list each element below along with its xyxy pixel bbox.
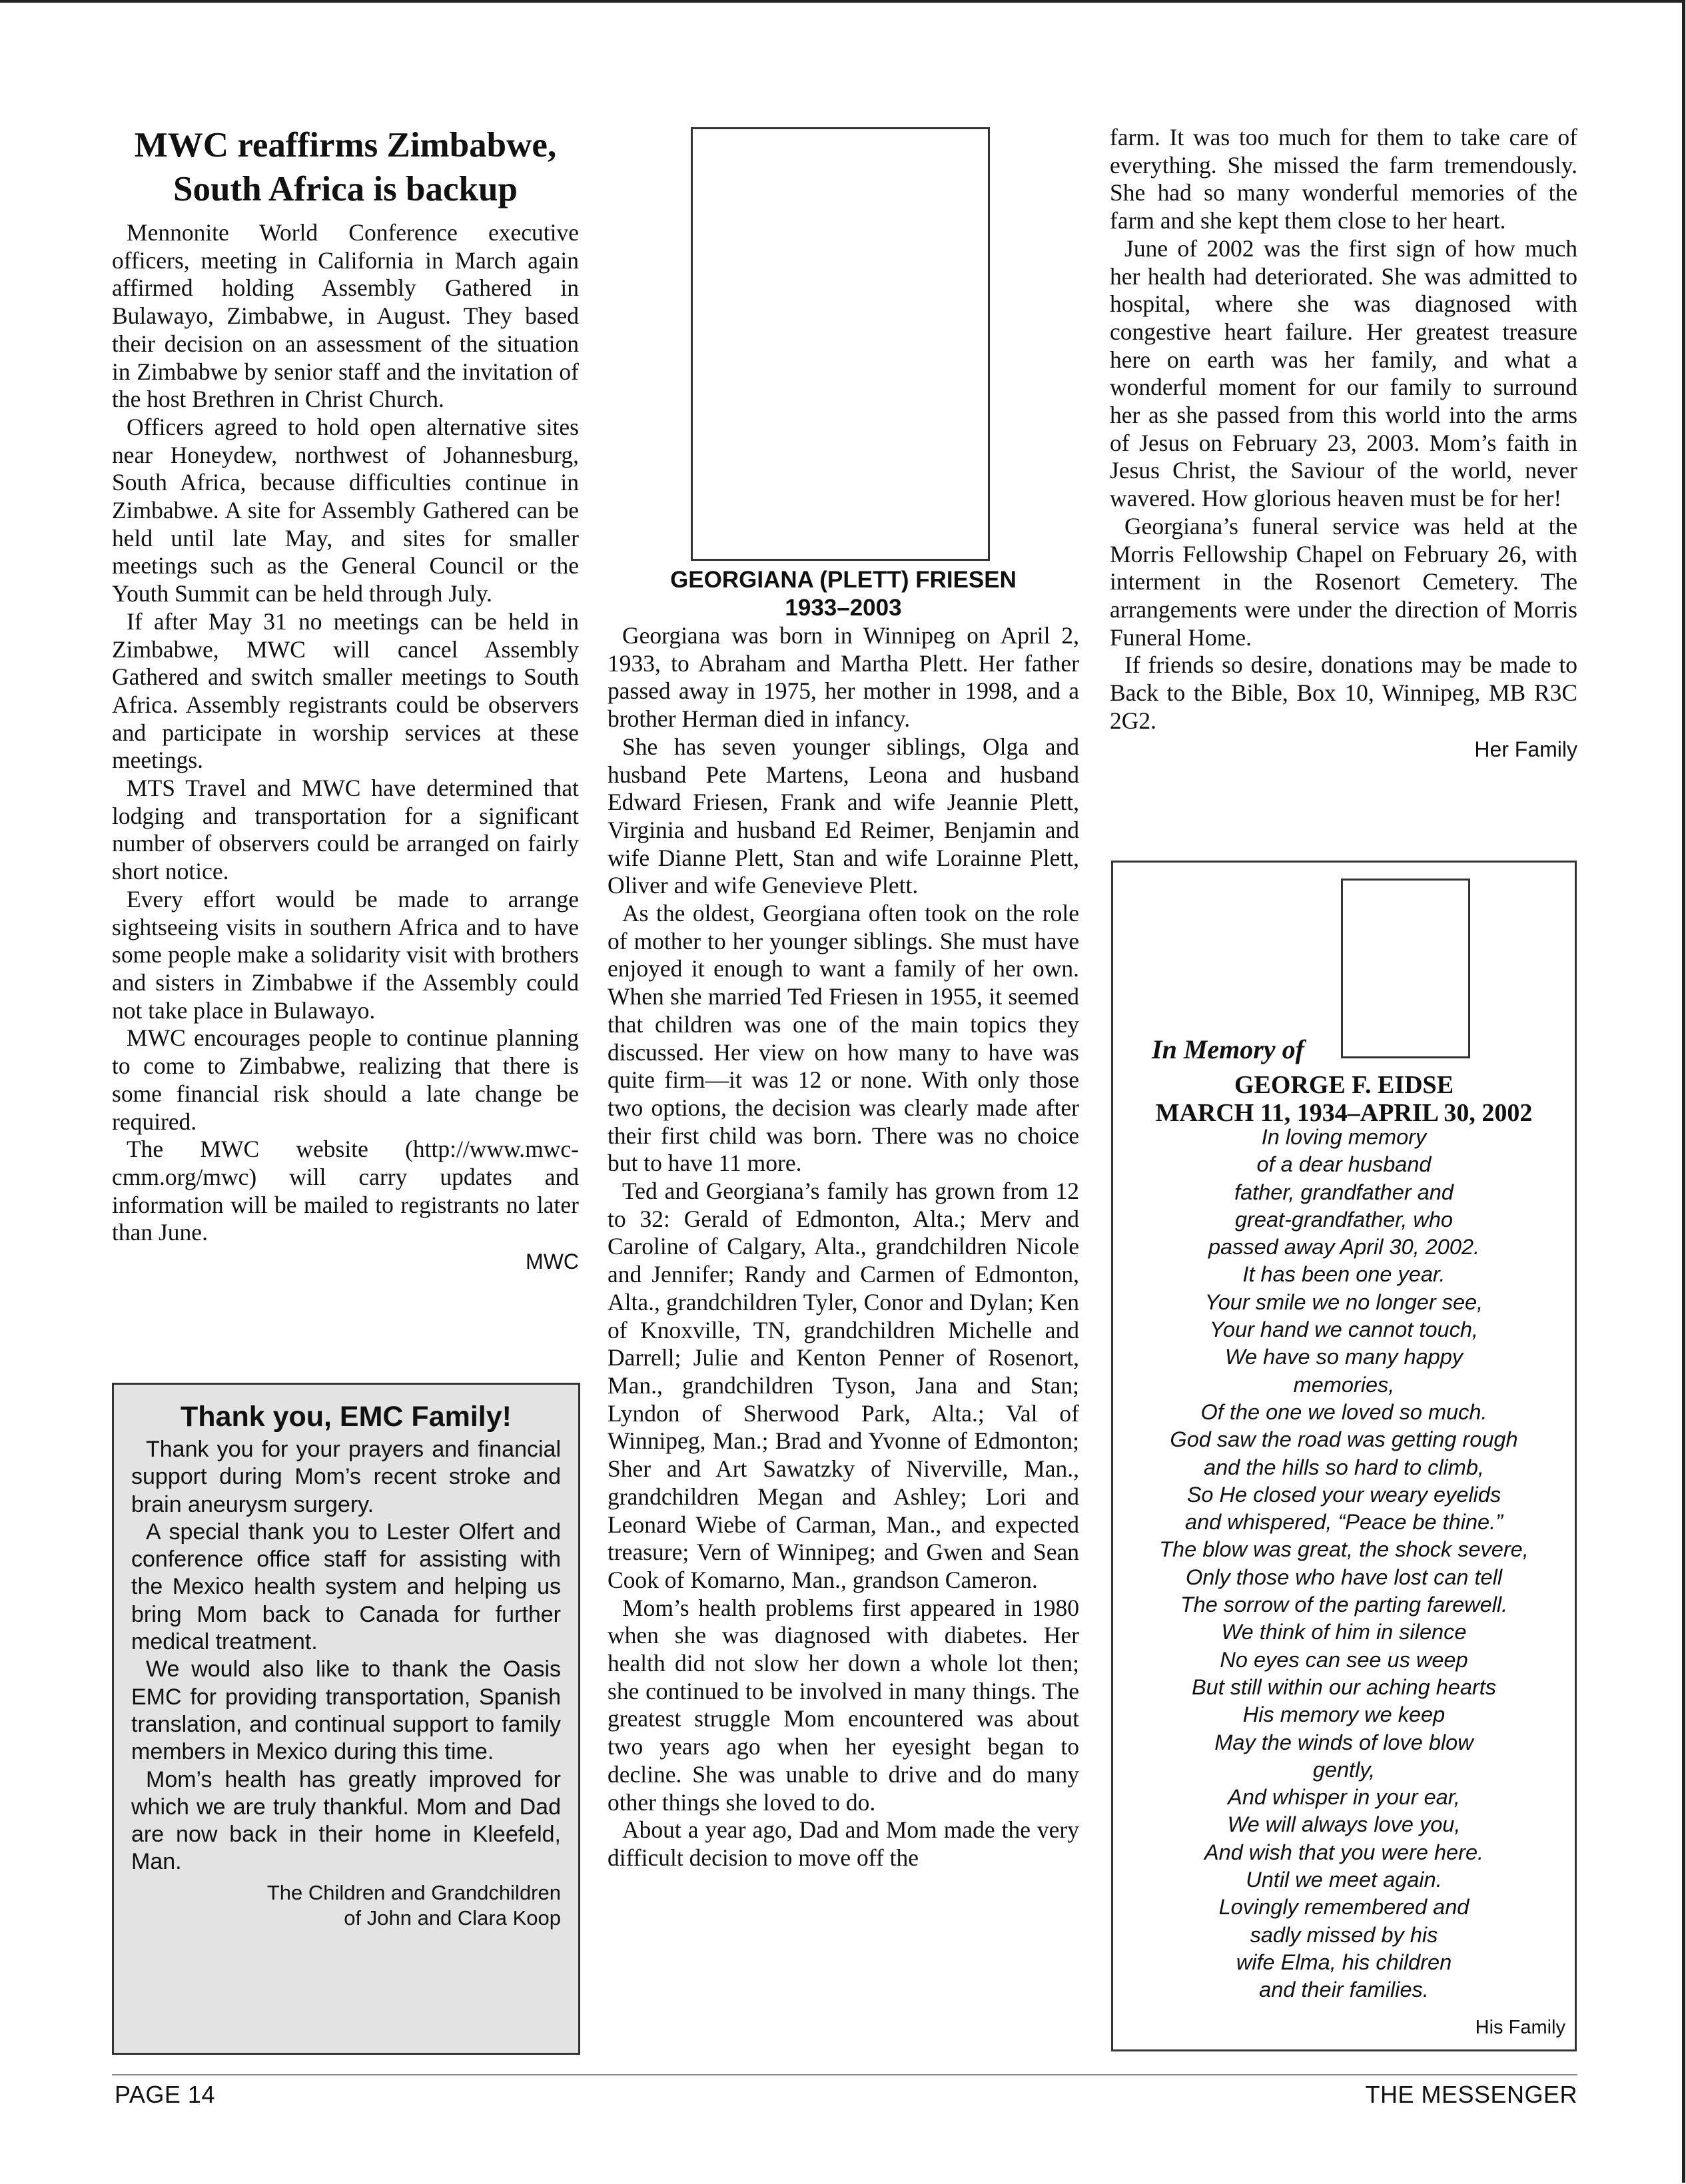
headline-line-2: South Africa is backup	[173, 170, 518, 208]
poem-line: of a dear husband	[1256, 1152, 1432, 1177]
poem-line: No eyes can see us weep	[1220, 1647, 1468, 1672]
poem-line: We will always love you,	[1227, 1812, 1461, 1837]
paragraph: The MWC website (http://www.mwc-cmm.org/mwc) will carry updates and information will be mailed to registrants no later than June.	[112, 1136, 579, 1246]
paragraph: Mennonite World Conference executive officers, meeting in California in March again affirmed holding Assembly Gathered in Bulawayo, Zimbabwe, in August. They based their decision on an assessment of the situation in Zimbabwe by senior staff and the invitation of the host Brethren in Christ Church.	[112, 219, 579, 413]
paragraph: We would also like to thank the Oasis EMC for providing transportation, Spanish translation, and continual support to family members in Mexico during this time.	[131, 1656, 561, 1765]
obituary-years: 1933–2003	[785, 595, 902, 621]
poem-line: and whispered, “Peace be thine.”	[1185, 1510, 1503, 1535]
poem-line: memories,	[1293, 1372, 1395, 1397]
poem-line: We think of him in silence	[1221, 1620, 1467, 1644]
paragraph: June of 2002 was the first sign of how much her health had deteriorated. She was admitted to hospital, where she was diagnosed with congestive heart failure. Her greatest treasure here on earth was her family, and what a wonderful moment for our family to surround her as she passed from this world into the arms of Jesus on February 23, 2003. Mom’s faith in Jesus Christ, the Saviour of the world, never wavered. How glorious heaven must be for her!	[1110, 234, 1577, 512]
poem-line: great-grandfather, who	[1234, 1207, 1453, 1232]
paragraph: Thank you for your prayers and financial support during Mom’s recent stroke and brain aneurysm surgery.	[131, 1437, 561, 1517]
thank-you-signature	[131, 1880, 561, 1931]
paragraph: As the oldest, Georgiana often took on the role of mother to her younger siblings. She must have enjoyed it enough to want a family of her own. When she married Ted Friesen in 1955, it seemed that children was one of the main topics they discussed. Her view on how many to have was quite firm—it was 12 or none. With only those two options, the decision was clearly made after their first child was born. There was no choice but to have 11 more.	[608, 900, 1079, 1177]
signature-line-2: of John and Clara Koop	[344, 1906, 561, 1930]
poem-line: Your hand we cannot touch,	[1210, 1317, 1478, 1342]
poem-line: May the winds of love blow	[1214, 1730, 1474, 1754]
article-byline: MWC	[526, 1250, 579, 1274]
poem-line: God saw the road was getting rough	[1170, 1427, 1518, 1452]
thank-you-title: Thank you, EMC Family!	[181, 1401, 512, 1433]
paragraph: farm. It was too much for them to take care of everything. She missed the farm tremendously. She had so many wonderful memories of the farm and she kept them close to her heart.	[1110, 124, 1577, 234]
poem-line: Only those who have lost can tell	[1185, 1565, 1503, 1589]
paragraph: Every effort would be made to arrange sightseeing visits in southern Africa and to have some people make a solidarity visit with brothers and sisters in Zimbabwe if the Assembly could not take place in Bulawayo.	[112, 885, 579, 1024]
obituary-body	[608, 622, 1079, 1872]
paragraph: Ted and Georgiana’s family has grown from 12 to 32: Gerald of Edmonton, Alta.; Merv and Caroline of Calgary, Alta., grandchildren Nicole and Jennifer; Randy and Carmen of Edmonton, Alta., grandchildren Tyler, Conor and Dylan; Ken of Knoxville, TN, grandchildren Michelle and Darrell; Julie and Kenton Penner of Rosenort, Man., grandchildren Tyson, Jana and Stan; Lyndon of Sherwood Park, Alta.; Val of Winnipeg, Man.; Brad and Yvonne of Edmonton; Sher and Art Sawatzky of Niverville, Man., grandchildren Megan and Ashley; Lori and Leonard Wiebe of Carman, Man., and expected treasure; Vern of Winnipeg; and Gwen and Sean Cook of Komarno, Man., grandson Cameron.	[608, 1178, 1079, 1593]
obituary-column-3	[1110, 124, 1577, 762]
memorial-poem	[1113, 1124, 1575, 2004]
poem-line: Until we meet again.	[1246, 1868, 1442, 1892]
poem-line: And whisper in your ear,	[1228, 1785, 1460, 1810]
poem-line: and the hills so hard to climb,	[1204, 1455, 1484, 1479]
publication-name: THE MESSENGER	[1365, 2081, 1577, 2108]
paragraph: Mom’s health has greatly improved for which we are truly thankful. Mom and Dad are now back in their home in Kleefeld, Man.	[131, 1766, 561, 1875]
poem-line: wife Elma, his children	[1236, 1950, 1452, 1974]
page-number: PAGE 14	[115, 2081, 215, 2108]
thank-you-body	[131, 1436, 561, 1876]
obituary-byline: Her Family	[1474, 737, 1577, 762]
signature-line-1: The Children and Grandchildren	[266, 1880, 561, 1904]
poem-line: But still within our aching hearts	[1191, 1674, 1497, 1699]
obituary-column-2	[608, 566, 1079, 1872]
paragraph: If friends so desire, donations may be made to Back to the Bible, Box 10, Winnipeg, MB R3C 2G2.	[1110, 651, 1577, 734]
poem-line: father, grandfather and	[1234, 1180, 1454, 1204]
paragraph: Mom’s health problems first appeared in 1980 when she was diagnosed with diabetes. Her health did not slow her down a whole lot then; she continued to be involved in many things. The greatest struggle Mom encountered was about two years ago when her eyesight began to decline. She was unable to drive and do many other things she loved to do.	[608, 1594, 1079, 1816]
poem-line: In loving memory	[1261, 1125, 1427, 1149]
poem-line: And wish that you were here.	[1204, 1840, 1484, 1864]
paragraph: Georgiana’s funeral service was held at the Morris Fellowship Chapel on February 26, with interment in the Rosenort Cemetery. The arrangements were under the direction of Morris Funeral Home.	[1110, 512, 1577, 651]
paragraph: She has seven younger siblings, Olga and husband Pete Martens, Leona and husband Edward Friesen, Frank and wife Jeannie Plett, Virginia and husband Ed Reimer, Benjamin and wife Dianne Plett, Stan and wife Lorainne Plett, Oliver and wife Genevieve Plett.	[608, 733, 1079, 899]
obituary-photo-frame	[691, 127, 990, 561]
memorial-dates: MARCH 11, 1934–APRIL 30, 2002	[1155, 1099, 1533, 1127]
paragraph: MTS Travel and MWC have determined that lodging and transportation for a significant number of observers could be arranged on fairly short notice.	[112, 775, 579, 885]
memorial-heading: In Memory of	[1152, 1034, 1304, 1064]
poem-line: sadly missed by his	[1250, 1922, 1438, 1947]
footer-divider	[112, 2074, 1577, 2075]
paragraph: If after May 31 no meetings can be held in Zimbabwe, MWC will cancel Assembly Gathered and switch smaller meetings to South Africa. Assembly registrants could be observers and participate in worship services at these meetings.	[112, 607, 579, 774]
obituary-name: GEORGIANA (PLETT) FRIESEN	[670, 567, 1017, 593]
paragraph: Georgiana was born in Winnipeg on April 2, 1933, to Abraham and Martha Plett. Her father passed away in 1975, her mother in 1998, and a brother Herman died in infancy.	[608, 622, 1079, 733]
obituary-continued	[1110, 124, 1577, 735]
poem-line: The sorrow of the parting farewell.	[1180, 1593, 1508, 1617]
article-headline	[112, 123, 579, 211]
paragraph: A special thank you to Lester Olfert and conference office staff for assisting with the Mexico health system and helping us bring Mom back to Canada for further medical treatment.	[131, 1519, 561, 1655]
thank-you-box	[112, 1383, 580, 2055]
poem-line: His memory we keep	[1242, 1702, 1446, 1727]
memorial-photo-frame	[1341, 879, 1470, 1058]
article-body	[112, 219, 579, 1247]
poem-line: The blow was great, the shock severe,	[1159, 1537, 1529, 1562]
poem-line: It has been one year.	[1242, 1262, 1446, 1287]
poem-line: So He closed your weary eyelids	[1186, 1482, 1501, 1507]
paragraph: About a year ago, Dad and Mom made the very difficult decision to move off the	[608, 1816, 1079, 1871]
poem-line: Lovingly remembered and	[1218, 1895, 1470, 1920]
poem-line: and their families.	[1259, 1978, 1429, 2002]
poem-line: passed away April 30, 2002.	[1208, 1235, 1480, 1260]
paragraph: Officers agreed to hold open alternative sites near Honeydew, northwest of Johannesburg, South Africa, because difficulties continue in Zimbabwe. A site for Assembly Gathered can be held until late May, and sites for smaller meetings such as the General Council or the Youth Summit can be held through July.	[112, 413, 579, 607]
poem-line: We have so many happy	[1224, 1345, 1464, 1369]
memorial-byline: His Family	[1475, 2017, 1565, 2038]
memorial-box	[1111, 861, 1577, 2051]
memorial-name: GEORGE F. EIDSE	[1234, 1071, 1454, 1099]
headline-line-1: MWC reaffirms Zimbabwe,	[134, 126, 557, 165]
poem-line: Your smile we no longer see,	[1204, 1289, 1483, 1314]
poem-line: gently,	[1312, 1757, 1376, 1782]
poem-line: Of the one we loved so much.	[1200, 1399, 1487, 1424]
mwc-article	[112, 123, 579, 1274]
paragraph: MWC encourages people to continue planning to come to Zimbabwe, realizing that there is some financial risk should a late change be required.	[112, 1024, 579, 1135]
